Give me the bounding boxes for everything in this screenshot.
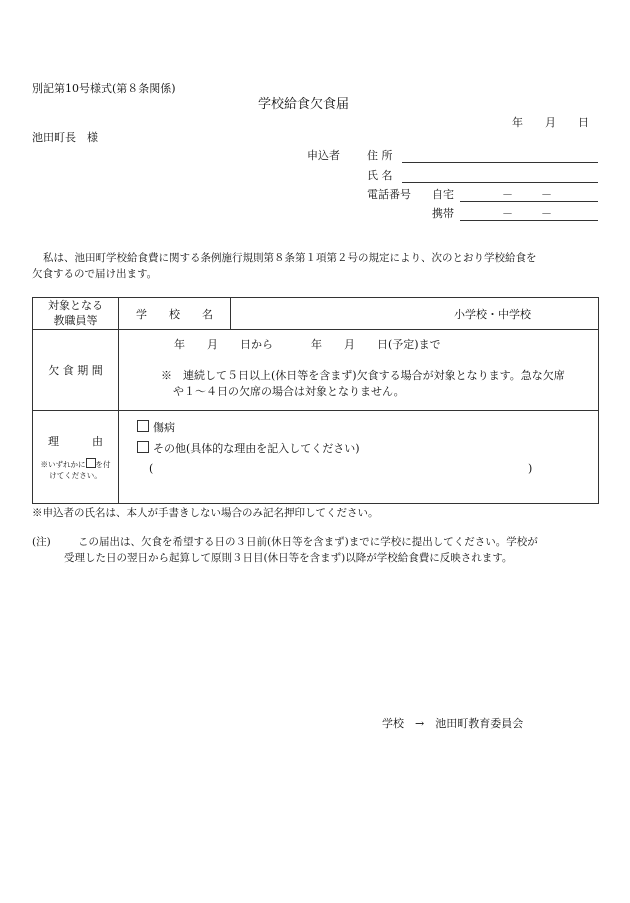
period-note-line-1: ※ 連続して５日以上(休日等を含まず)欠食する場合が対象となります。急な欠席 bbox=[161, 369, 565, 382]
school-type-cell[interactable] bbox=[231, 298, 599, 330]
home-phone-field[interactable] bbox=[460, 201, 598, 202]
note-line-2: 受理した日の翌日から起算して原則３日目(休日等を含まず)以降が学校給食費に反映されます。 bbox=[64, 552, 513, 564]
mobile-phone-label: 携帯 bbox=[432, 207, 454, 220]
school-label-cell: 学 校 名 bbox=[119, 298, 231, 330]
mobile-phone-dash-1: － bbox=[502, 207, 513, 220]
address-field[interactable] bbox=[402, 162, 598, 163]
form-number: 別記第10号様式(第８条関係) bbox=[32, 82, 176, 95]
reason-paren-close: ) bbox=[528, 462, 533, 475]
reason-hint: ※いずれかに を付 けてください。 bbox=[40, 460, 111, 480]
routing: 学校 → 池田町教育委員会 bbox=[382, 717, 524, 730]
mobile-phone-dash-2: － bbox=[541, 207, 552, 220]
other-checkbox[interactable] bbox=[137, 441, 149, 453]
mobile-phone-field[interactable] bbox=[460, 220, 598, 221]
date-year: 年 bbox=[512, 116, 523, 129]
application-table bbox=[32, 297, 599, 504]
period-note-line-2: や１～４日の欠席の場合は対象となりません。 bbox=[173, 385, 405, 398]
reason-label: 理 由 bbox=[48, 435, 103, 449]
option-illness[interactable]: 傷病 bbox=[137, 420, 175, 434]
addressee: 池田町長 様 bbox=[32, 131, 98, 144]
period-row bbox=[33, 330, 599, 411]
document-title: 学校給食欠食届 bbox=[258, 97, 350, 112]
target-label-line-2: 教職員等 bbox=[53, 313, 98, 327]
target-label-line-1: 対象となる bbox=[48, 298, 103, 312]
footnote: ※申込者の氏名は、本人が手書きしない場合のみ記名押印してください。 bbox=[32, 507, 379, 519]
target-label-cell bbox=[33, 298, 119, 330]
name-label: 氏 名 bbox=[367, 169, 393, 182]
checkbox-icon bbox=[86, 458, 96, 468]
home-phone-label: 自宅 bbox=[432, 188, 454, 201]
home-phone-dash-1: － bbox=[502, 188, 513, 201]
note-label: (注) bbox=[32, 536, 51, 548]
reason-text-field[interactable] bbox=[157, 459, 527, 477]
school-type[interactable]: 小学校・中学校 bbox=[454, 307, 531, 321]
home-phone-dash-2: － bbox=[541, 188, 552, 201]
option-other[interactable]: その他(具体的な理由を記入してください) bbox=[137, 441, 360, 455]
reason-cell bbox=[119, 411, 599, 504]
intro-line-1: 私は、池田町学校給食費に関する条例施行規則第８条第１項第２号の規定により、次のとおり学校給食を bbox=[43, 252, 537, 264]
period-to: 年 月 日(予定)まで bbox=[311, 338, 441, 351]
period-from: 年 月 日から bbox=[174, 338, 273, 351]
address-label: 住 所 bbox=[367, 149, 393, 162]
applicant-label: 申込者 bbox=[307, 149, 340, 162]
reason-paren-open: ( bbox=[149, 462, 154, 475]
intro-line-2: 欠食するので届け出ます。 bbox=[32, 268, 158, 280]
phone-label: 電話番号 bbox=[367, 188, 411, 201]
date-day: 日 bbox=[578, 116, 589, 129]
illness-checkbox[interactable] bbox=[137, 420, 149, 432]
reason-row bbox=[33, 411, 599, 504]
date-month: 月 bbox=[545, 116, 556, 129]
period-label: 欠 食 期 間 bbox=[33, 330, 119, 411]
period-cell[interactable] bbox=[119, 330, 599, 411]
target-row bbox=[33, 298, 599, 330]
note-line-1: この届出は、欠食を希望する日の３日前(休日等を含まず)までに学校に提出してください。学校が bbox=[78, 536, 538, 548]
reason-label-cell bbox=[33, 411, 119, 504]
name-field[interactable] bbox=[402, 182, 598, 183]
